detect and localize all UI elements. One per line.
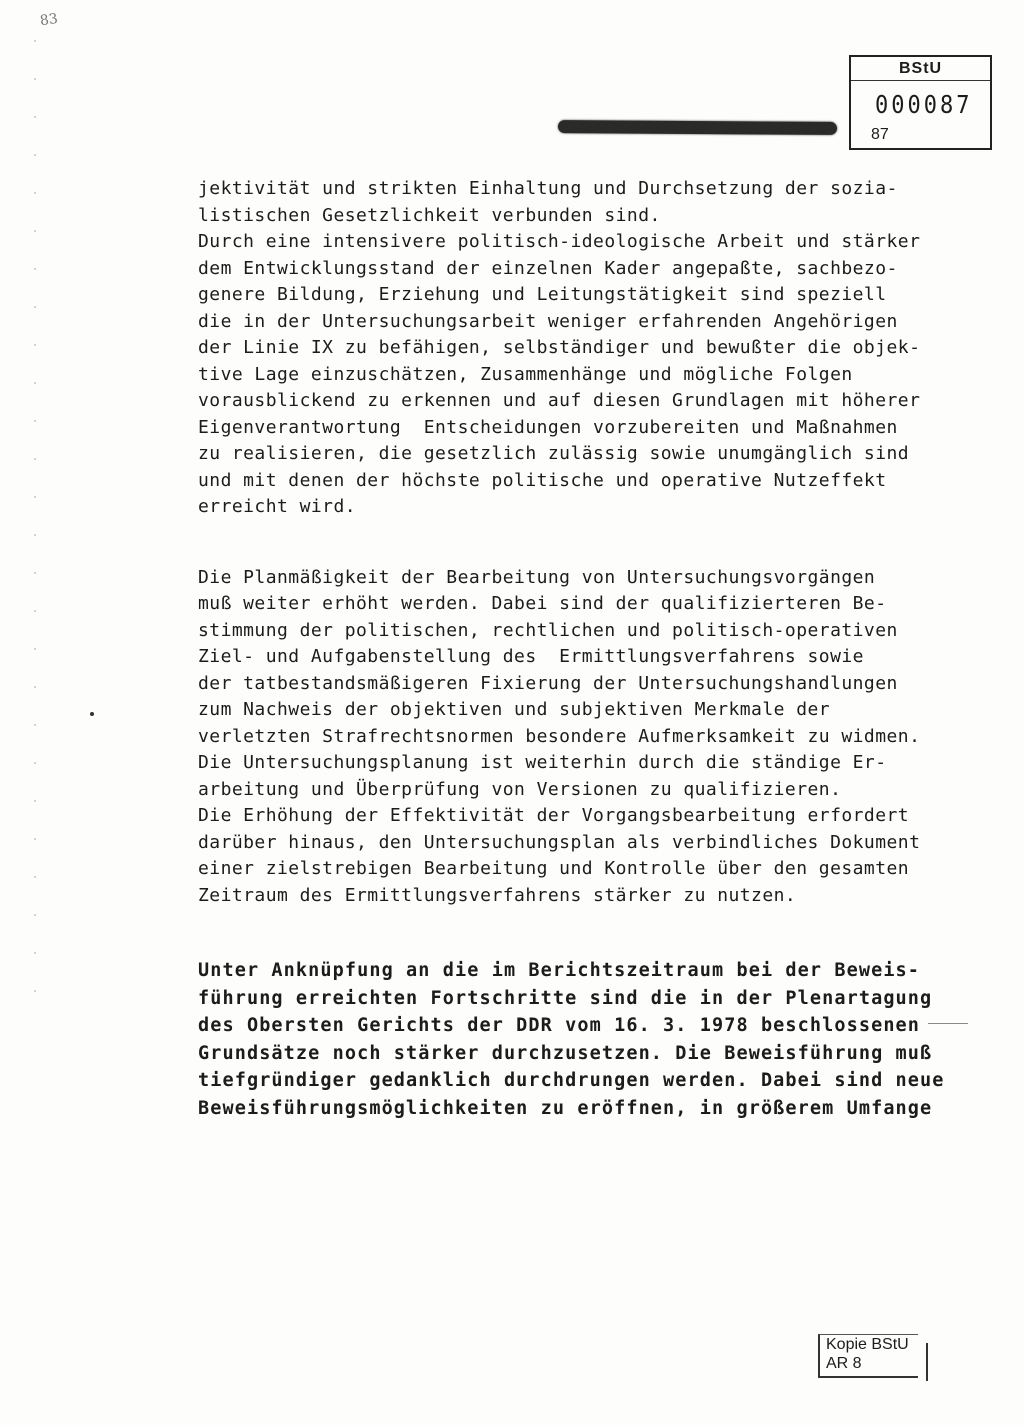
text-line: Zeitraum des Ermittlungsverfahrens stärker zu nutzen. [198,884,797,906]
text-line: stimmung der politischen, rechtlichen und politisch-operativen [198,619,898,641]
text-line: Die Planmäßigkeit der Bearbeitung von Untersuchungsvorgängen [198,566,876,588]
text-line: zu realisieren, die gesetzlich zulässig sowie unumgänglich sind [198,443,910,464]
text-line: führung erreichten Fortschritte sind die in der Plenartagung [198,987,933,1009]
text-line: der Linie IX zu befähigen, selbständiger und bewußter die objek- [198,337,921,358]
text-line: des Obersten Gerichts der DDR vom 16. 3. 1978 beschlossenen [198,1015,921,1036]
paragraph-gap [198,909,998,957]
scan-artifact [90,712,94,716]
stamp-label: BStU [899,60,943,77]
text-line: Unter Anknüpfung an die im Berichtszeitraum bei der Beweis- [198,960,921,981]
copy-stamp-line: AR 8 [826,1355,862,1372]
text-line: tiefgründiger gedanklich durchdrungen werden. Dabei sind neue [198,1070,945,1091]
text-line: zum Nachweis der objektiven und subjektiven Merkmale der [198,699,831,720]
text-line: erreicht wird. [198,496,357,517]
copy-stamp [818,1334,918,1378]
text-line: genere Bildung, Erziehung und Leitungstätigkeit sind speziell [198,284,887,305]
text-line: jektivität und strikten Einhaltung und Durchsetzung der sozia- [198,178,898,199]
text-line: listischen Gesetzlichkeit verbunden sind. [198,204,661,226]
text-line: muß weiter erhöht werden. Dabei sind der qualifizierteren Be- [198,593,887,614]
corner-mark: 83 [38,10,59,30]
text-line: tive Lage einzuschätzen, Zusammenhänge und mögliche Folgen [198,363,853,385]
text-line: vorausblickend zu erkennen und auf diesen Grundlagen mit höherer [198,390,921,411]
text-line: verletzten Strafrechtsnormen besondere Aufmerksamkeit zu widmen. [198,725,921,747]
scan-artifact [928,1023,968,1024]
text-line: Die Untersuchungsplanung ist weiterhin durch die ständige Er- [198,752,887,773]
text-line: der tatbestandsmäßigeren Fixierung der Untersuchungshandlungen [198,672,898,694]
text-line: und mit denen der höchste politische und operative Nutzeffekt [198,469,887,491]
text-line: arbeitung und Überprüfung von Versionen zu qualifizieren. [198,778,842,800]
paragraph-gap [198,521,998,565]
text-line: Die Erhöhung der Effektivität der Vorgangsbearbeitung erfordert [198,805,910,826]
copy-stamp-line: Kopie BStU [826,1336,909,1353]
paragraph-3 [198,957,998,1122]
stamp-number: 000087 [875,91,973,120]
text-line: Durch eine intensivere politisch-ideologische Arbeit und stärker [198,231,921,252]
text-line: Grundsätze noch stärker durchzusetzen. Die Beweisführung muß [198,1042,933,1064]
page-number: 87 [871,126,889,143]
document-body [198,176,998,1122]
paragraph-2 [198,565,998,910]
stamp-header [851,57,990,81]
text-line: einer zielstrebigen Bearbeitung und Kontrolle über den gesamten [198,858,910,879]
text-line: Beweisführungsmöglichkeiten zu eröffnen, in größerem Umfange [198,1097,933,1119]
scan-artifact [34,40,36,1000]
text-line: dem Entwicklungsstand der einzelnen Kader angepaßte, sachbezo- [198,257,898,279]
text-line: darüber hinaus, den Untersuchungsplan als verbindliches Dokument [198,831,921,853]
redaction-bar [558,120,837,135]
text-line: Eigenverantwortung Entscheidungen vorzubereiten und Maßnahmen [198,416,898,438]
paragraph-1 [198,176,998,521]
text-line: die in der Untersuchungsarbeit weniger erfahrenden Angehörigen [198,310,898,332]
text-line: Ziel- und Aufgabenstellung des Ermittlungsverfahrens sowie [198,646,864,667]
